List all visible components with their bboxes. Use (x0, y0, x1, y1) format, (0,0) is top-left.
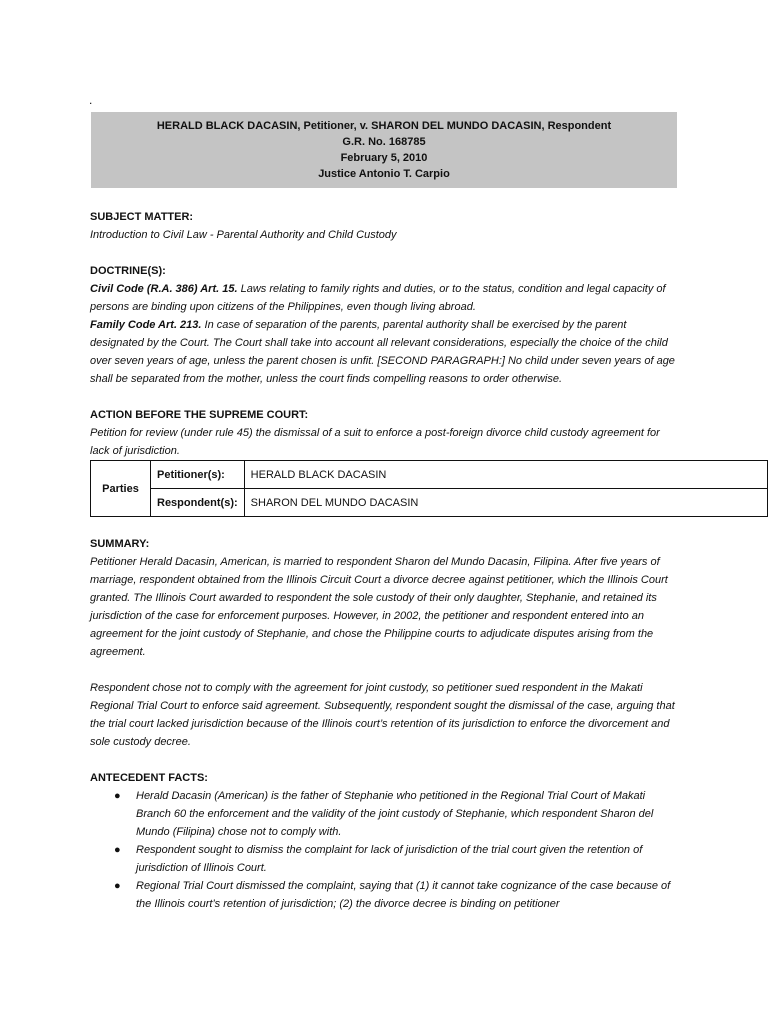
subject-matter-heading: SUBJECT MATTER: (90, 211, 194, 223)
bullet-icon: ● (114, 844, 121, 856)
antecedent-list (90, 787, 678, 913)
list-item-text: Respondent sought to dismiss the complaint for lack of jurisdiction of the trial court given the retention of jurisdiction of Illinois Court. (136, 844, 643, 874)
bullet-icon: ● (114, 790, 121, 802)
summary-paragraph-2: Respondent chose not to comply with the agreement for joint custody, so petitioner sued respondent in the Makati Regional Trial Court to enforce said agreement. Subsequently, respondent sought the dismissal of the case, arguing that the trial court lacked jurisdiction because of the Illinois court’s retention of its jurisdiction to enforce the divorcement and sole custody decree. (90, 682, 675, 748)
bullet-icon: ● (114, 880, 121, 892)
list-item (90, 841, 678, 877)
antecedent-heading: ANTECEDENT FACTS: (90, 772, 208, 784)
petitioner-label: Petitioner(s): (151, 461, 245, 489)
action-text: Petition for review (under rule 45) the dismissal of a suit to enforce a post-foreign divorce child custody agreement for lack of jurisdiction. (90, 427, 660, 457)
action-heading: ACTION BEFORE THE SUPREME COURT: (90, 409, 309, 421)
case-justice: Justice Antonio T. Carpio (318, 168, 450, 180)
petitioner-name: HERALD BLACK DACASIN (244, 461, 767, 489)
list-item-text: Herald Dacasin (American) is the father of Stephanie who petitioned in the Regional Trial Court of Makati Branch 60 the enforcement and the validity of the joint custody of Stephanie, which respondent Sharon del Mundo (Filipina) chose not to comply with. (136, 790, 654, 838)
parties-label: Parties (91, 461, 151, 517)
parties-table (90, 460, 768, 517)
doctrine-label: Family Code Art. 213. (90, 319, 202, 331)
doctrine-civil-code (90, 280, 678, 316)
respondent-name: SHARON DEL MUNDO DACASIN (244, 489, 767, 517)
document-body (90, 208, 678, 913)
summary-paragraph-1: Petitioner Herald Dacasin, American, is married to respondent Sharon del Mundo Dacasin, Filipina. After five years of marriage, respondent obtained from the Illinois Circuit Court a divorce decree against petitioner, which the Illinois Court granted. The Illinois Court awarded to respondent the sole custody of their only daughter, Stephanie, and retained its jurisdiction of the case for enforcement purposes. However, in 2002, the petitioner and respondent entered into an agreement for the joint custody of Stephanie, and chose the Philippine courts to adjudicate disputes arising from the agreement. (90, 556, 668, 658)
doctrine-family-code (90, 316, 678, 388)
doctrine-text: In case of separation of the parents, parental authority shall be exercised by the parent designated by the Court. The Court shall take into account all relevant considerations, especially the choice of the child over seven years of age, unless the parent chosen is unfit. [SECOND PARAGRAPH:] No child under seven years of age shall be separated from the mother, unless the court finds compelling reasons to order otherwise. (90, 319, 675, 385)
page-marker: . (89, 93, 93, 107)
list-item-text: Regional Trial Court dismissed the complaint, saying that (1) it cannot take cognizance of the case because of the Illinois court’s retention of jurisdiction; (2) the divorce decree is binding on petitioner (136, 880, 671, 910)
summary-heading: SUMMARY: (90, 538, 150, 550)
case-number: G.R. No. 168785 (342, 136, 426, 148)
doctrines-heading: DOCTRINE(S): (90, 265, 166, 277)
list-item (90, 877, 678, 913)
doctrine-text: Laws relating to family rights and duties, or to the status, condition and legal capacity of persons are binding upon citizens of the Philippines, even though living abroad. (90, 283, 666, 313)
doctrine-label: Civil Code (R.A. 386) Art. 15. (90, 283, 238, 295)
case-header (91, 112, 677, 188)
case-date: February 5, 2010 (340, 152, 428, 164)
respondent-label: Respondent(s): (151, 489, 245, 517)
case-title: HERALD BLACK DACASIN, Petitioner, v. SHARON DEL MUNDO DACASIN, Respondent (156, 120, 612, 132)
subject-matter-text: Introduction to Civil Law - Parental Authority and Child Custody (90, 229, 397, 241)
list-item (90, 787, 678, 841)
